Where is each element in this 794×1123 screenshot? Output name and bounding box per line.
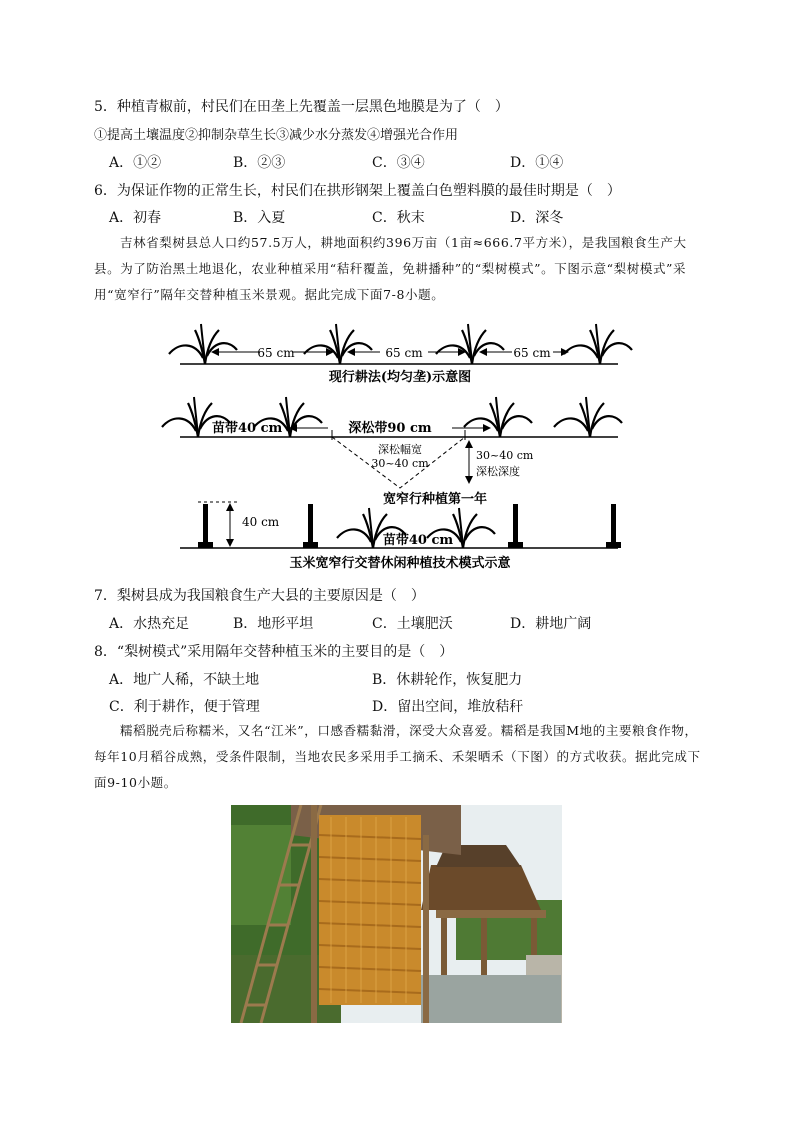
q5-items: ①提高土壤温度②抑制杂草生长③减少水分蒸发④增强光合作用 bbox=[94, 128, 459, 143]
seedling-band-label: 苗带40 cm bbox=[212, 421, 283, 436]
q8-option-d: D．留出空间，堆放秸秆 bbox=[372, 699, 524, 715]
corn-plant-icon bbox=[169, 324, 237, 364]
corn-plant-icon bbox=[554, 397, 622, 437]
stubble-post bbox=[303, 504, 318, 548]
q6-option-c: C．秋末 bbox=[372, 210, 425, 226]
q8-option-a: A．地广人稀，不缺土地 bbox=[109, 672, 260, 688]
q6-option-a: A．初春 bbox=[109, 210, 162, 226]
loosen-width-value: 30~40 cm bbox=[371, 457, 429, 470]
q7-option-b: B．地形平坦 bbox=[233, 616, 314, 632]
spacing-label: 65 cm bbox=[513, 346, 551, 360]
spacing-label: 65 cm bbox=[257, 346, 295, 360]
rice-drying-rack-photo bbox=[231, 805, 562, 1023]
q7-stem: 7．梨树县成为我国粮食生产大县的主要原因是（ ） bbox=[94, 588, 425, 604]
deep-loosen-band-label: 深松带90 cm bbox=[348, 421, 432, 436]
hanging-rice-bundles bbox=[319, 815, 421, 1005]
q6-option-d: D．深冬 bbox=[510, 210, 564, 226]
q8-stem: 8．“梨树模式”采用隔年交替种植玉米的主要目的是（ ） bbox=[94, 644, 454, 660]
caption-uniform-ridge: 现行耕法(均匀垄)示意图 bbox=[328, 370, 472, 385]
q5-option-a: A．①② bbox=[109, 155, 162, 171]
loosen-width-label: 深松幅宽 bbox=[378, 443, 422, 456]
passage-lishu bbox=[94, 230, 704, 308]
q5-option-b: B．②③ bbox=[233, 155, 286, 171]
wide-narrow-row-figure bbox=[160, 320, 640, 575]
seedling-band-label: 苗带40 cm bbox=[382, 533, 454, 548]
stubble-post bbox=[606, 504, 621, 548]
stubble-height-label: 40 cm bbox=[242, 515, 280, 529]
passage-glutinous-rice bbox=[94, 718, 704, 796]
stubble-post bbox=[198, 504, 213, 548]
q8-option-b: B．休耕轮作，恢复肥力 bbox=[372, 672, 523, 688]
loosen-depth-value: 30~40 cm bbox=[476, 449, 534, 462]
caption-fallow-mode: 玉米宽窄行交替休闲种植技术模式示意 bbox=[289, 556, 511, 571]
q6-option-b: B．入夏 bbox=[233, 210, 286, 226]
corn-plant-icon bbox=[304, 324, 372, 364]
spacing-label: 65 cm bbox=[385, 346, 423, 360]
q6-stem: 6．为保证作物的正常生长，村民们在拱形钢架上覆盖白色塑料膜的最佳时期是（ ） bbox=[94, 183, 621, 199]
passage-lishu-text: 吉林省梨树县总人口约57.5万人，耕地面积约396万亩（1亩≈666.7平方米），是我国粮食生产大县。为了防治黑土地退化，农业种植采用“秸秆覆盖，免耕播种”的“梨树模式”。下图示意“梨树模式”采用“宽窄行”隔年交替种植玉米景观。据此完成下面7-8小题。 bbox=[94, 235, 687, 302]
q5-option-d: D．①④ bbox=[510, 155, 564, 171]
q7-option-a: A．水热充足 bbox=[109, 616, 190, 632]
corn-plant-icon bbox=[464, 397, 532, 437]
q5-stem: 5．种植青椒前，村民们在田垄上先覆盖一层黑色地膜是为了（ ） bbox=[94, 99, 509, 115]
corn-plant-icon bbox=[436, 324, 504, 364]
passage-glutinous-rice-text: 糯稻脱壳后称糯米，又名“江米”，口感香糯黏滑，深受大众喜爱。糯稻是我国M地的主要粮食作物，每年10月稻谷成熟，受条件限制，当地农民多采用手工摘禾、禾架晒禾（下图）的方式收获。据此完成下面9-10小题。 bbox=[94, 723, 701, 790]
caption-first-year: 宽窄行种植第一年 bbox=[382, 492, 488, 507]
q7-option-d: D．耕地广阔 bbox=[510, 616, 592, 632]
stubble-post bbox=[508, 504, 523, 548]
q8-option-c: C．利于耕作，便于管理 bbox=[109, 699, 260, 715]
corn-plant-icon bbox=[564, 324, 632, 364]
loosen-depth-label: 深松深度 bbox=[476, 465, 520, 478]
q7-option-c: C．土壤肥沃 bbox=[372, 616, 453, 632]
q5-option-c: C．③④ bbox=[372, 155, 425, 171]
